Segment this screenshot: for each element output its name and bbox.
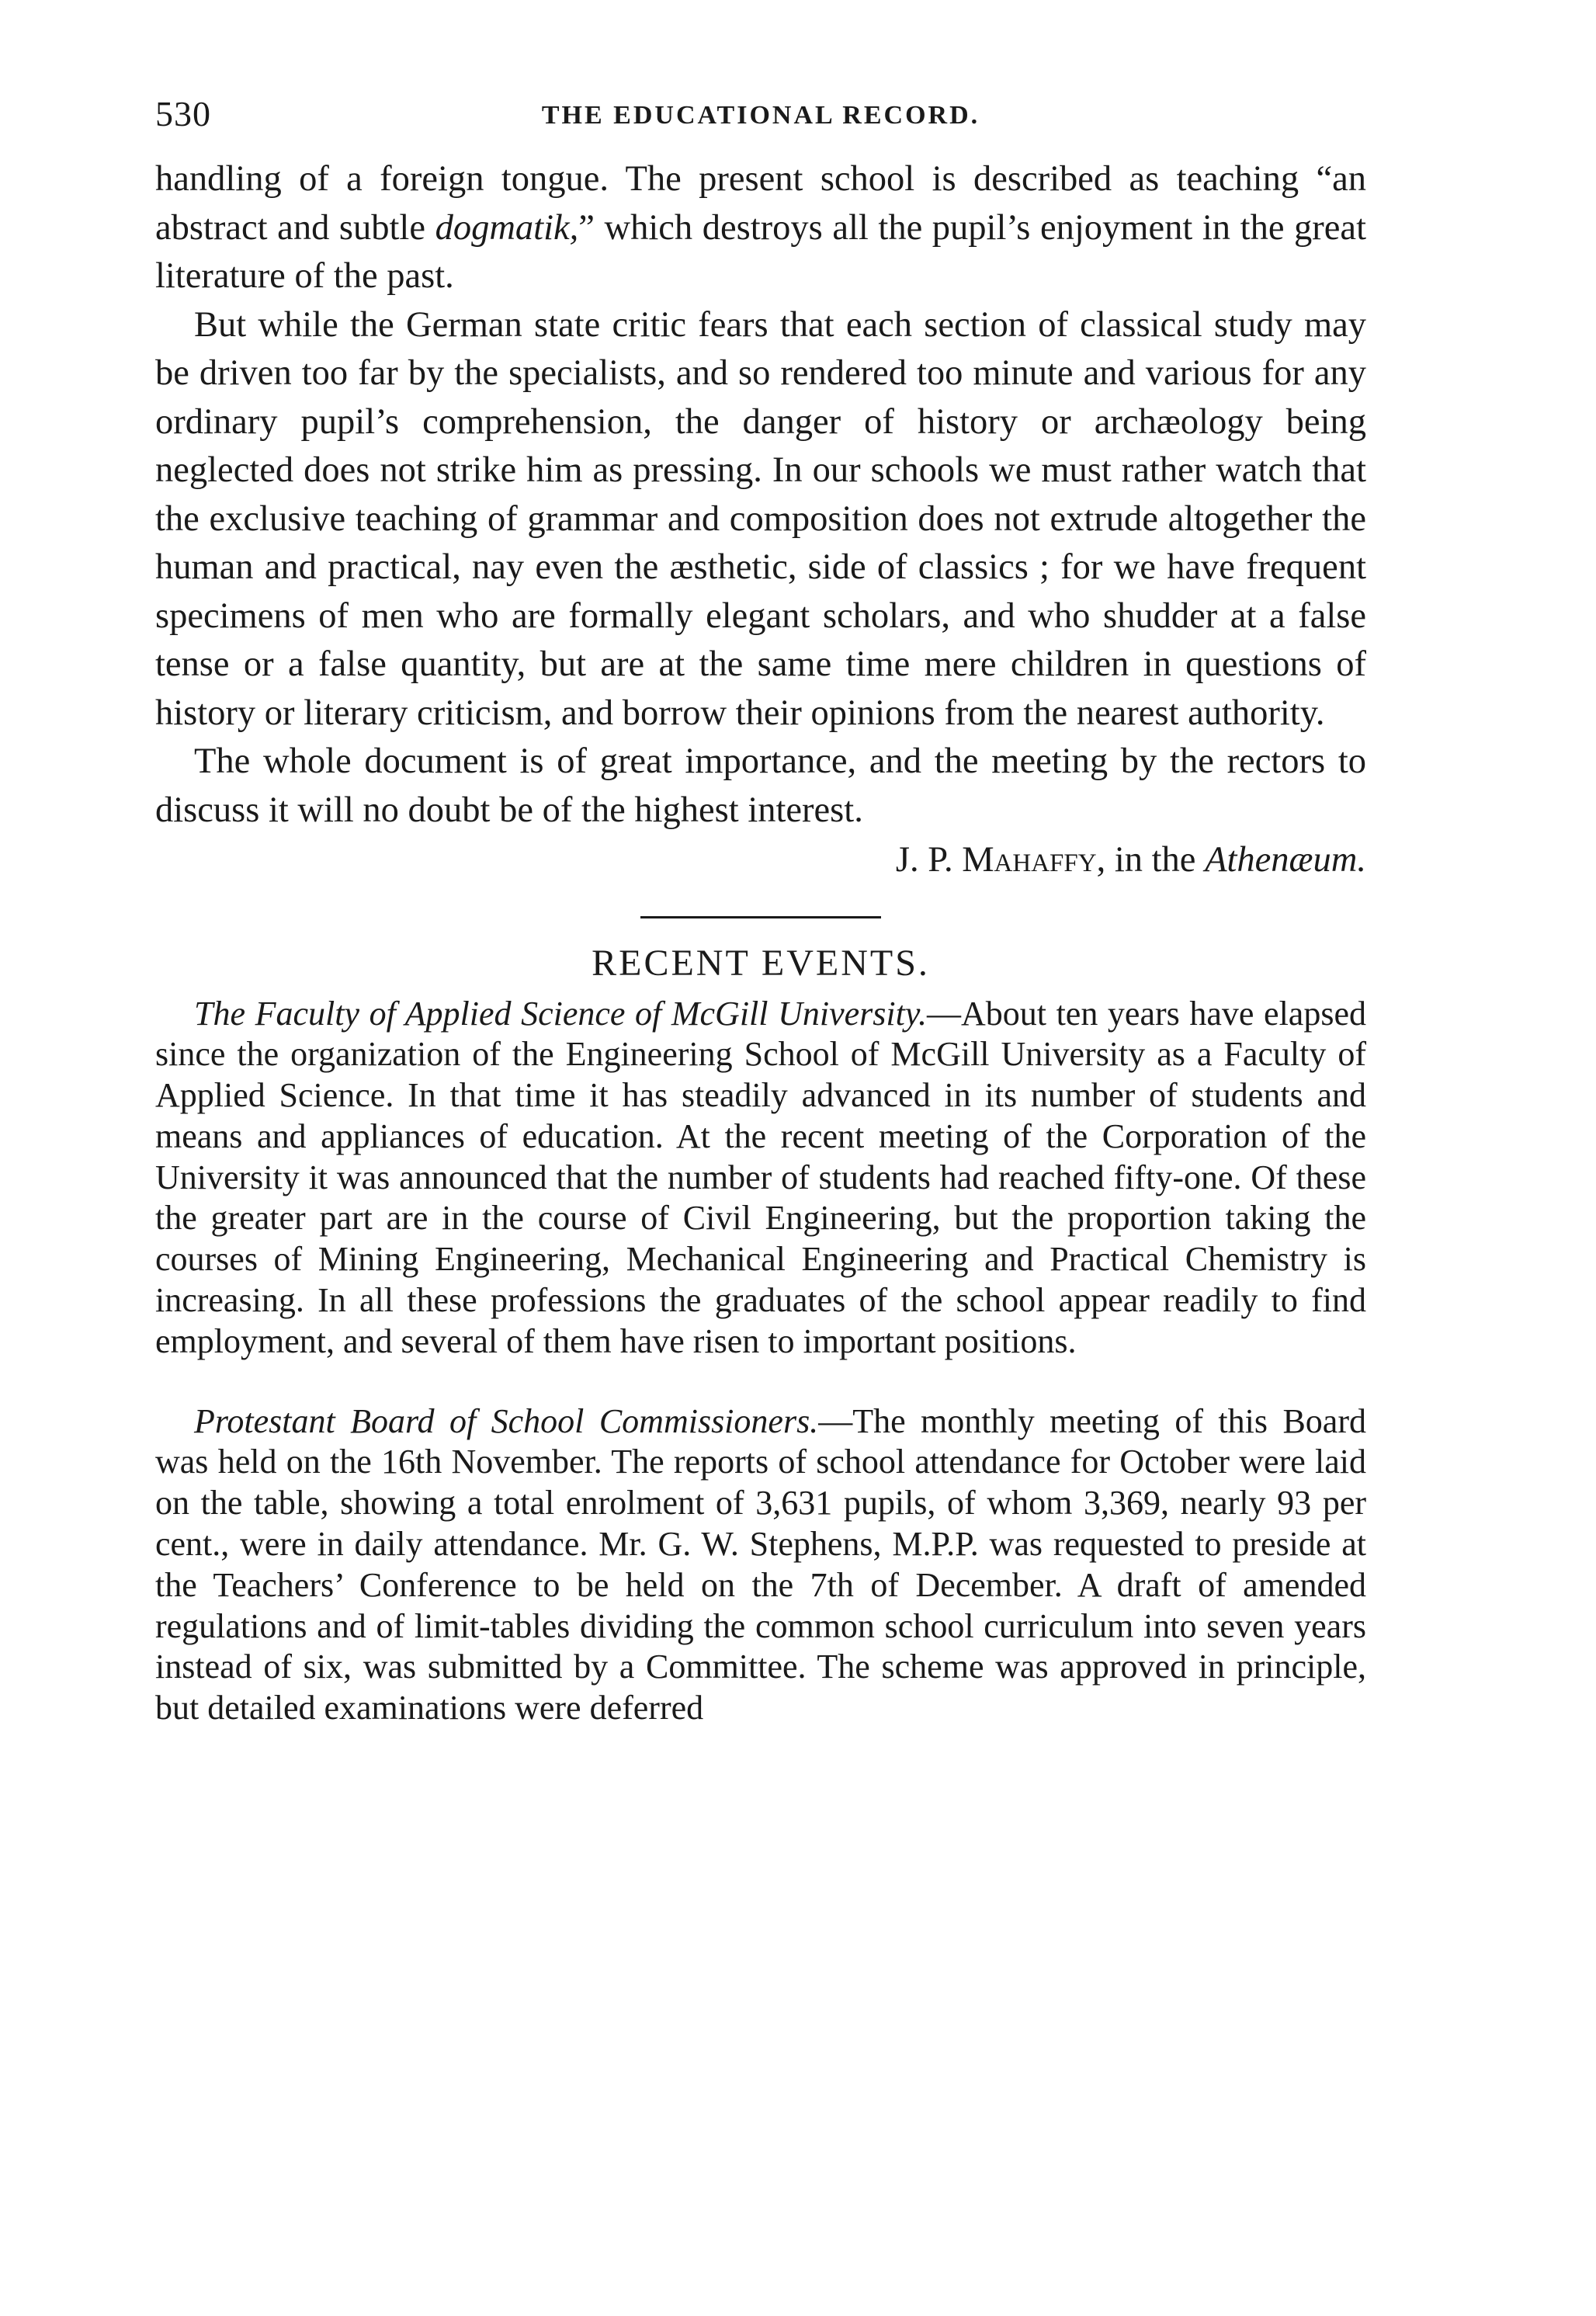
section-heading: RECENT EVENTS.: [592, 942, 930, 984]
article-body: [155, 155, 1366, 885]
page-number: 530: [155, 94, 211, 134]
paragraph-1-italic: dogmatik,: [435, 207, 579, 248]
paragraph-1-end: ” which destroys all the pupil’s enjoyment in the great literature of the past.: [155, 207, 1366, 296]
running-title: THE EDUCATIONAL RECORD.: [541, 101, 980, 130]
signature-source: Athenæum.: [1205, 840, 1366, 880]
event-item-mcgill: [155, 994, 1366, 1363]
section-divider: [640, 916, 881, 918]
event-text-protestant-board: —The monthly meeting of this Board was held on the 16th November. The reports of school attendance for October were laid on the table, showing a total enrolment of 3,631 pupils, of whom 3,369, nearly 93 per cent., were in daily attendance. Mr. G. W. Stephens, M.P.P. was requested to preside at the Teachers’ Conference to be held on the 7th of December. A draft of amended regulations and of limit-tables dividing the common school curriculum into seven years instead of six, was submitted by a Committee. The scheme was approved in principle, but detailed examinations were deferred: [155, 1401, 1366, 1727]
paragraph-1-text: handling of a foreign tongue. The present school is described as teaching “an abstract and subtle: [155, 159, 1366, 248]
event-item-protestant-board: [155, 1401, 1366, 1729]
article-paragraph-3: The whole document is of great importance, and the meeting by the rectors to discuss it will no doubt be of the highest interest.: [155, 741, 1366, 830]
event-title-protestant-board: Protestant Board of School Commissioners.: [194, 1401, 819, 1440]
running-head: [155, 93, 1366, 155]
signature: [155, 836, 1366, 885]
event-text-mcgill: —About ten years have elapsed since the organization of the Engineering School of McGill University as a Faculty of Applied Science. In that time it has steadily advanced in its number of students and means and appliances of education. At the recent meeting of the Corporation of the University it was announced that the number of students had reached fifty-one. Of these the greater part are in the course of Civil Engineering, but the proportion taking the courses of Mining Engineering, Mechanical Engineering and Practical Chemistry is increasing. In all these professions the graduates of the school appear readily to find employment, and several of them have risen to important positions.: [155, 994, 1366, 1360]
event-title-mcgill: The Faculty of Applied Science of McGill University.: [194, 994, 927, 1033]
recent-events: [155, 994, 1366, 1730]
article-paragraph-2: But while the German state critic fears that each section of classical study may be driven too far by the specialists, and so rendered too minute and various for any ordinary pupil’s comprehension, the danger of history or archæology being neglected does not strike him as pressing. In our schools we must rather watch that the exclusive teaching of grammar and composition does not extrude altogether the human and practical, nay even the æsthetic, side of classics ; for we have frequent specimens of men who are formally elegant scholars, and who shudder at a false tense or a false quantity, but are at the same time mere children in questions of history or literary criticism, and borrow their opinions from the nearest authority.: [155, 304, 1366, 733]
page: [155, 93, 1366, 1729]
signature-middle: in the: [1105, 840, 1206, 880]
article-paragraph-1: [155, 155, 1366, 301]
signature-name: J. P. Mahaffy,: [895, 840, 1106, 880]
